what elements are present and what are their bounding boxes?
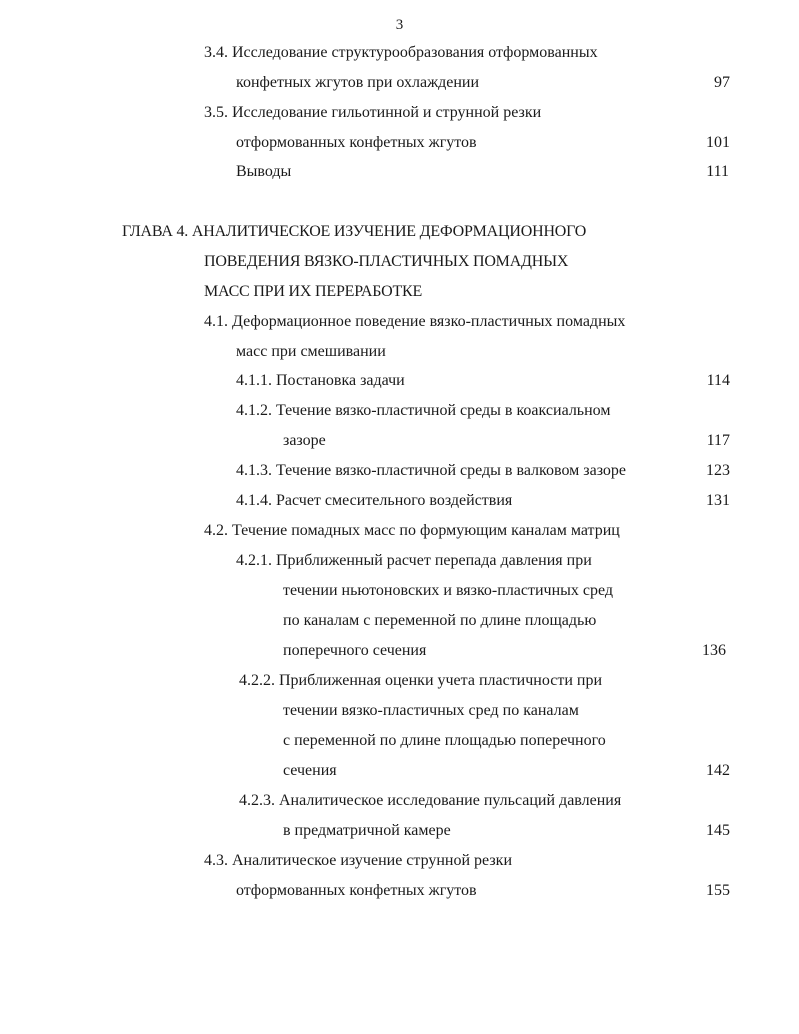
toc-entry-3-4-cont: конфетных жгутов при охлаждении: [236, 74, 480, 91]
toc-entry-4-1-2: 4.1.2. Течение вязко-пластичной среды в коаксиальном: [236, 402, 611, 419]
toc-entry-4-1-cont: масс при смешивании: [236, 343, 386, 360]
toc-entry-4-3-cont: отформованных конфетных жгутов: [236, 882, 477, 899]
toc-page-number: 145: [706, 822, 730, 839]
toc-entry-4-2-3-cont: в предматричной камере: [283, 822, 451, 839]
toc-page-number: 155: [706, 882, 730, 899]
toc-entry-4-2: 4.2. Течение помадных масс по формующим каналам матриц: [204, 522, 620, 539]
chapter-4-title-cont: ПОВЕДЕНИЯ ВЯЗКО-ПЛАСТИЧНЫХ ПОМАДНЫХ: [204, 253, 569, 270]
toc-entry-4-2-1-cont: по каналам с переменной по длине площадью: [283, 612, 597, 629]
toc-entry-4-1-1: 4.1.1. Постановка задачи: [236, 372, 405, 389]
chapter-4-title-cont: МАСС ПРИ ИХ ПЕРЕРАБОТКЕ: [204, 283, 423, 300]
toc-entry-conclusions: Выводы: [236, 163, 292, 180]
toc-entry-4-1-2-cont: зазоре: [283, 432, 326, 449]
toc-entry-4-2-2-cont: течении вязко-пластичных сред по каналам: [283, 702, 579, 719]
toc-entry-4-1-3: 4.1.3. Течение вязко-пластичной среды в валковом зазоре: [236, 462, 627, 479]
toc-entry-4-2-3: 4.2.3. Аналитическое исследование пульсаций давления: [239, 792, 622, 809]
toc-page-number: 142: [706, 762, 730, 779]
toc-entry-3-5: 3.5. Исследование гильотинной и струнной резки: [204, 104, 542, 121]
toc-page-number: 114: [706, 372, 730, 389]
toc-entry-4-3: 4.3. Аналитическое изучение струнной резки: [204, 852, 513, 869]
toc-entry-4-1: 4.1. Деформационное поведение вязко-пластичных помадных: [204, 313, 626, 330]
toc-page-number: 136: [702, 642, 726, 659]
toc-page-number: 97: [714, 74, 730, 91]
toc-entry-4-2-1-cont: поперечного сечения: [283, 642, 427, 659]
page-number: 3: [395, 17, 404, 33]
toc-entry-3-5-cont: отформованных конфетных жгутов: [236, 134, 477, 151]
toc-entry-4-1-4: 4.1.4. Расчет смесительного воздействия: [236, 492, 513, 509]
toc-page-number: 131: [706, 492, 730, 509]
toc-entry-3-4: 3.4. Исследование структурообразования отформованных: [204, 44, 598, 61]
toc-entry-4-2-2-cont: сечения: [283, 762, 337, 779]
toc-entry-4-2-1-cont: течении ньютоновских и вязко-пластичных сред: [283, 582, 614, 599]
toc-entry-4-2-1: 4.2.1. Приближенный расчет перепада давления при: [236, 552, 592, 569]
toc-entry-4-2-2: 4.2.2. Приближенная оценки учета пластичности при: [239, 672, 603, 689]
chapter-4-title: ГЛАВА 4. АНАЛИТИЧЕСКОЕ ИЗУЧЕНИЕ ДЕФОРМАЦИОННОГО: [122, 223, 587, 240]
toc-page-number: 111: [706, 163, 729, 180]
toc-entry-4-2-2-cont: с переменной по длине площадью поперечного: [283, 732, 606, 749]
toc-page-number: 123: [706, 462, 730, 479]
toc-page-number: 101: [706, 134, 730, 151]
toc-page-number: 117: [706, 432, 730, 449]
